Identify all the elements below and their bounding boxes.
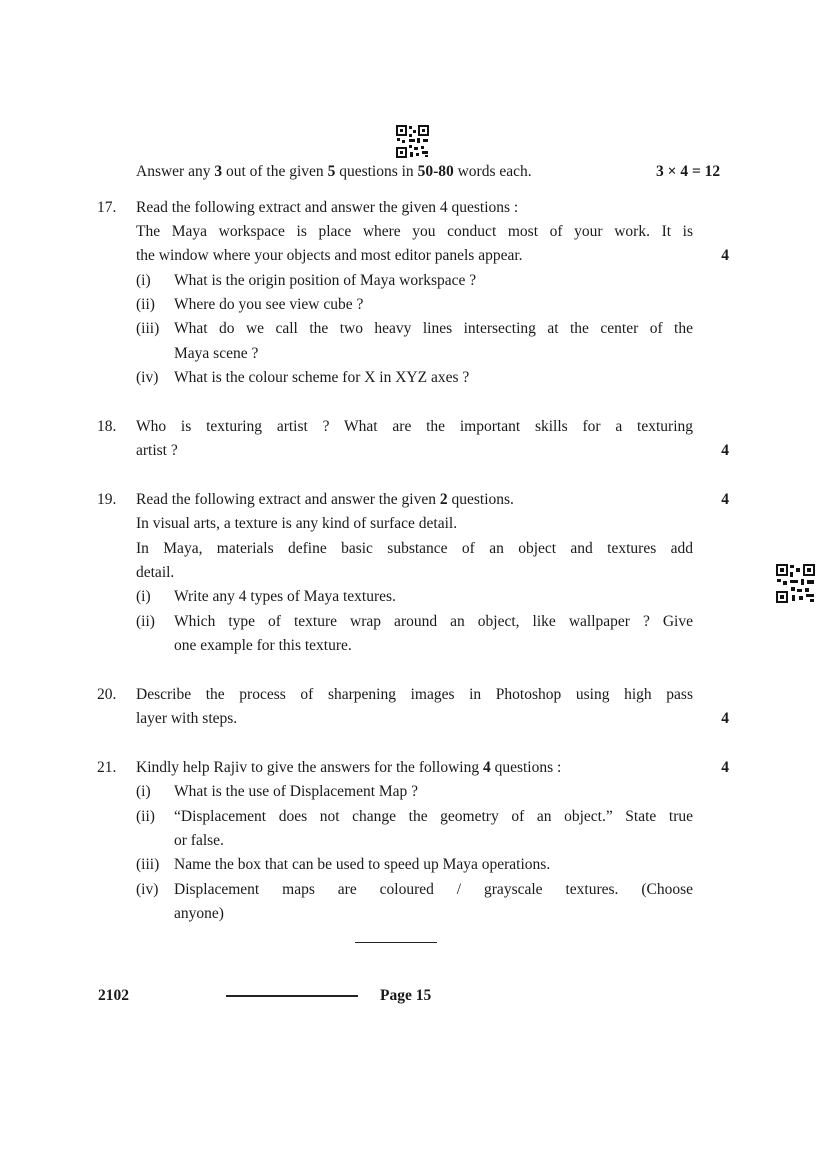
question-text: In visual arts, a texture is any kind of surface detail. — [136, 515, 458, 532]
subquestion-label: (ii) — [136, 613, 155, 630]
instruction-text: questions in — [335, 163, 418, 180]
subquestion-text: What is the origin position of Maya workspace ? — [174, 272, 477, 289]
question-text: the window where your objects and most editor panels appear. — [136, 247, 523, 264]
question-count: 2 — [439, 491, 448, 508]
question-text: Who is texturing artist ? What are the important skills for a texturing — [136, 418, 693, 435]
question-intro: Read the following extract and answer the given 4 questions : — [136, 199, 519, 216]
question-number: 18. — [97, 418, 117, 435]
question-count: 4 — [482, 759, 491, 776]
subquestion-text: What is the colour scheme for X in XYZ axes ? — [174, 369, 470, 386]
end-divider — [355, 942, 437, 943]
question-number: 21. — [97, 759, 117, 776]
question-intro — [136, 490, 514, 510]
question-marks: 4 — [721, 491, 729, 508]
subquestion-label: (i) — [136, 272, 151, 289]
instruction-text: Answer any — [136, 163, 215, 180]
subquestion-text: “Displacement does not change the geometry of an object.” State true — [174, 808, 693, 825]
question-intro-text: questions : — [490, 759, 562, 776]
subquestion-text: or false. — [174, 832, 224, 849]
question-marks: 4 — [721, 247, 729, 264]
question-intro — [136, 758, 561, 778]
subquestion-text: Maya scene ? — [174, 345, 259, 362]
subquestion-text: Displacement maps are coloured / grayscale textures. (Choose — [174, 881, 693, 898]
page-number: Page 15 — [380, 987, 432, 1004]
subquestion-label: (ii) — [136, 808, 155, 825]
subquestion-label: (iv) — [136, 881, 159, 898]
question-number: 20. — [97, 686, 117, 703]
question-intro-text: questions. — [447, 491, 514, 508]
instruction-total: 5 — [327, 163, 336, 180]
instruction-count: 3 — [214, 163, 223, 180]
subquestion-text: anyone) — [174, 905, 224, 922]
subquestion-label: (i) — [136, 588, 151, 605]
question-marks: 4 — [721, 759, 729, 776]
footer-divider — [226, 995, 358, 997]
question-number: 17. — [97, 199, 117, 216]
subquestion-label: (ii) — [136, 296, 155, 313]
question-text: artist ? — [136, 442, 178, 459]
subquestion-text: Name the box that can be used to speed up Maya operations. — [174, 856, 551, 873]
question-marks: 4 — [721, 442, 729, 459]
question-text: Describe the process of sharpening images in Photoshop using high pass — [136, 686, 693, 703]
subquestion-label: (i) — [136, 783, 151, 800]
question-text: detail. — [136, 564, 175, 581]
section-marks: 3 × 4 = 12 — [656, 163, 721, 180]
subquestion-text: Write any 4 types of Maya textures. — [174, 588, 396, 605]
paper-code: 2102 — [98, 987, 129, 1004]
subquestion-text: Which type of texture wrap around an object, like wallpaper ? Give — [174, 613, 693, 630]
subquestion-text: Where do you see view cube ? — [174, 296, 364, 313]
subquestion-text: What do we call the two heavy lines intersecting at the center of the — [174, 320, 693, 337]
subquestion-label: (iii) — [136, 320, 160, 337]
qr-code-top-icon — [396, 125, 429, 158]
instruction-text: words each. — [453, 163, 532, 180]
subquestion-text: one example for this texture. — [174, 637, 352, 654]
question-intro-text: Read the following extract and answer the given — [136, 491, 440, 508]
question-text: In Maya, materials define basic substance of an object and textures add — [136, 540, 693, 557]
question-marks: 4 — [721, 710, 729, 727]
section-instruction — [136, 162, 532, 182]
question-text: The Maya workspace is place where you conduct most of your work. It is — [136, 223, 693, 240]
question-number: 19. — [97, 491, 117, 508]
qr-code-side-icon — [776, 564, 815, 603]
instruction-word-range: 50-80 — [417, 163, 454, 180]
question-text: layer with steps. — [136, 710, 238, 727]
subquestion-label: (iv) — [136, 369, 159, 386]
instruction-text: out of the given — [222, 163, 328, 180]
subquestion-label: (iii) — [136, 856, 160, 873]
subquestion-text: What is the use of Displacement Map ? — [174, 783, 419, 800]
question-intro-text: Kindly help Rajiv to give the answers for the following — [136, 759, 483, 776]
